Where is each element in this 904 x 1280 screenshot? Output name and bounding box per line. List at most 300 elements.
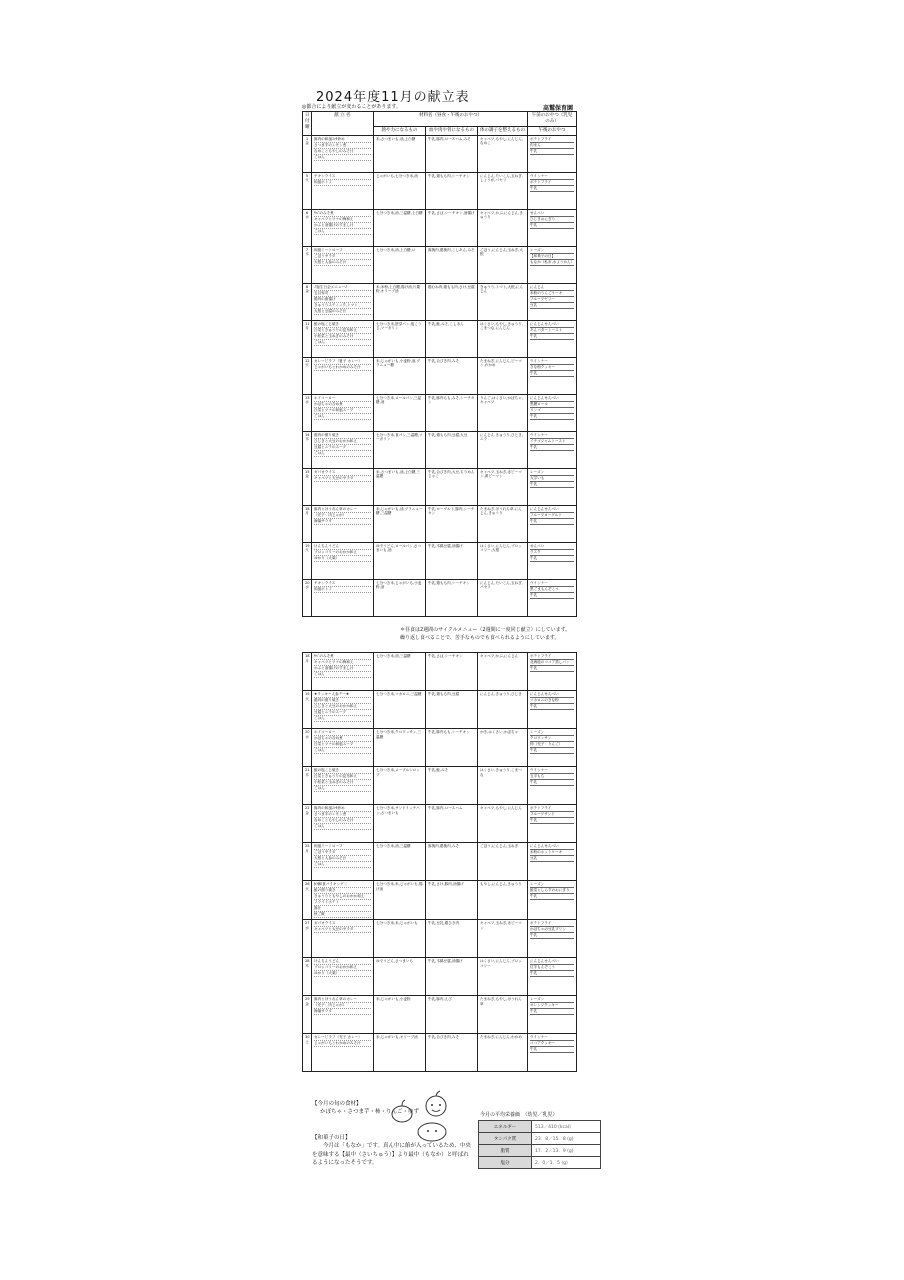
nutrition-row <box>479 1121 601 1133</box>
snack-item: ポテトフライ <box>530 806 574 812</box>
day-date: 21 木 <box>303 767 312 805</box>
menu-item: なめこともやしのみそ汁 <box>314 818 371 824</box>
menu-item: なめこともやしのみそ汁 <box>314 149 371 155</box>
morning-snack-header: 午前のおやつ（乳児のみ） <box>528 112 577 127</box>
snack-item: レーズン <box>530 470 574 476</box>
nutrition-table <box>478 1120 601 1169</box>
energy-foods: 七分つき米,サンドイッチパン,さつまいも <box>374 805 426 843</box>
snack-item: 牛乳 <box>530 334 574 340</box>
menu-item: ゆかり（大葉） <box>314 971 371 977</box>
menu-item: じゃがいもとわかめのみそ汁 <box>314 1041 371 1047</box>
energy-foods: 七分つき米,食パン,三温糖,マーガリン <box>374 431 426 468</box>
day-snacks <box>528 805 577 843</box>
menu-item: ブロッコリーのおかか和え <box>314 965 371 971</box>
snack-item: せんべい <box>530 211 574 217</box>
day-menu <box>312 805 374 843</box>
menu-item: ごはん <box>314 824 371 830</box>
energy-foods: 七分つき米,クロワッサン,三温糖 <box>374 729 426 767</box>
menu-item: ホイコーロー <box>314 396 371 402</box>
protein-foods: 牛乳,豚肉,ロースハム <box>426 805 478 843</box>
vitamin-foods: にんじん,たいこん,玉ねぎ,しょうが,パセリ <box>478 172 528 209</box>
snack-item: にんじんせんべい <box>530 844 574 850</box>
menu-item: 豚肉とほうれん草のカレー <box>314 507 371 513</box>
day-snacks <box>528 431 577 468</box>
wagashi-title: 【和菓子の日】 <box>312 1135 351 1141</box>
menu-item: 🍽和食バイキング🍴 <box>314 882 371 888</box>
nutrition-row <box>479 1157 601 1169</box>
snack-item: 牛乳 <box>530 933 574 939</box>
day-date: 27 水 <box>303 920 312 958</box>
vitamin-foods: かき,はくさい,かぼちゃ <box>478 729 528 767</box>
snack-item: ポテトフライ <box>530 921 574 927</box>
snack-item: ココアクッキー <box>530 1041 574 1047</box>
menu-item: 和風ポトフ <box>314 180 371 186</box>
menu-item: ★ラッキー人参デー★ <box>314 692 371 698</box>
day-row <box>303 843 577 881</box>
energy-foods: 米,さつまいも,油,上白糖,三温糖 <box>374 468 426 505</box>
menu-item: カレーピラフ（夏子 カレー） <box>314 359 371 365</box>
day-row <box>303 653 577 691</box>
snack-item: 柿（充子：りんご） <box>530 742 574 748</box>
day-menu <box>312 505 374 542</box>
menu-item: じゃがいもとわかめのみそ汁 <box>314 365 371 371</box>
nutrition-row <box>479 1145 601 1157</box>
menu-item: 小松菜と玉ねぎのみそ汁 <box>314 780 371 786</box>
day-menu <box>312 246 374 283</box>
menu-item: ごはん <box>314 414 371 420</box>
menu-item: フライドポテト <box>314 900 371 906</box>
day-snacks <box>528 172 577 209</box>
menu-item: 鮭の照り焼き <box>314 888 371 894</box>
day-date: 8 金 <box>303 283 312 320</box>
snack-item: 牛乳 <box>530 149 574 155</box>
snack-item: 牛乳 <box>530 666 574 672</box>
menu-item: チキンライス <box>314 581 371 587</box>
menu-item: 和風ミートローフ <box>314 844 371 850</box>
snack-item: レーズン <box>530 882 574 888</box>
menu-item: 海藻サラダ <box>314 1009 371 1015</box>
snack-item: 北海道のココア蒸しパン <box>530 660 574 666</box>
protein-foods: 牛乳,鶏もも肉,豆腐,大豆 <box>426 431 478 468</box>
day-snacks <box>528 579 577 616</box>
school-name: 高鷲保育園 <box>543 105 574 112</box>
menu-item: 小松菜と玉ねぎのみそ汁 <box>314 334 371 340</box>
snack-item: もなか（私市,水ようかん） <box>530 259 575 264</box>
day-row <box>303 767 577 805</box>
menu-item: ゆかり（大葉） <box>314 556 371 562</box>
snack-item: 牛乳 <box>530 556 574 562</box>
protein-foods: 豚挽肉,鶏挽肉,こしあん,みそ <box>426 246 478 283</box>
protein-foods: 牛乳,合びき肉,みそ <box>426 1034 478 1072</box>
snack-item: 牛乳 <box>530 414 574 420</box>
protein-foods: 牛乳,合びき肉,みそ <box>426 357 478 394</box>
materials-header: 材料名（昼食・午後のおやつ） <box>374 112 528 127</box>
day-snacks <box>528 505 577 542</box>
snack-item: 牛乳 <box>530 818 574 824</box>
day-date: 12 火 <box>303 357 312 394</box>
energy-foods: 米,じゃがいも,小麦粉,油,グラニュー糖 <box>374 357 426 394</box>
wagashi-section <box>312 1134 472 1167</box>
energy-foods: 七分つき米,胚芽パン,塩こうじ,マーガリン <box>374 320 426 357</box>
day-row <box>303 394 577 431</box>
day-row <box>303 691 577 729</box>
energy-foods: 七分つき米,メープルシロップ <box>374 767 426 805</box>
vitamin-foods: たまねぎ,にんじん,ピーマン,わかめ <box>478 357 528 394</box>
day-menu <box>312 209 374 246</box>
menu-item: けんちんうどん <box>314 544 371 550</box>
vitamin-foods: きゅうり,トマト,大根,にんじん <box>478 283 528 320</box>
protein-foods: 牛乳,合びき肉,大豆,ちりめんじゃこ <box>426 468 478 505</box>
energy-foods: じゃがいも,七分つき米,油 <box>374 172 426 209</box>
day-row <box>303 920 577 958</box>
energy-foods: 七分つき米,米,じゃがいも,揚げ油 <box>374 881 426 920</box>
menu-item: 豚肉の和風ｽﾏﾀ炒め <box>314 806 371 812</box>
day-snacks <box>528 843 577 881</box>
menu-item: ごはん <box>314 716 371 722</box>
protein-foods: 牛乳,鶏もも肉,シーチキン <box>426 579 478 616</box>
snack-item: ひじきおにぎり <box>530 217 574 223</box>
day-date: 19 火 <box>303 691 312 729</box>
day-menu <box>312 431 374 468</box>
day-row <box>303 135 577 172</box>
snack-item: ウインナー <box>530 581 574 587</box>
seasonal-items: かぼちゃ・さつま芋・柿・りんご・ゆず <box>320 1109 420 1116</box>
menu-item: ♪誕生日会メニュー♪ <box>314 285 371 291</box>
day-row <box>303 805 577 843</box>
day-menu <box>312 394 374 431</box>
menu-item: 海藻サラダ <box>314 519 371 525</box>
energy-foods: 七分つき米,油,三温糖 <box>374 843 426 881</box>
energy-foods: 七分つき米,油,三温糖,上白糖 <box>374 209 426 246</box>
snack-item: フルーツゼリー <box>530 297 574 303</box>
snack-item: にんじんせんべい <box>530 322 574 328</box>
day-menu <box>312 579 374 616</box>
day-row <box>303 320 577 357</box>
protein-foods: 牛乳,豚肉,えび <box>426 996 478 1034</box>
snack-item: ウインナー <box>530 174 574 180</box>
snack-item: 牛乳 <box>530 704 574 710</box>
menu-item: キャベツと大豆のサラダ <box>314 927 371 933</box>
vitamin-foods: キャベツ,かぶ,にんじん <box>478 653 528 691</box>
menu-item: 和風ミートローフ <box>314 248 371 254</box>
protein-foods: 豚挽肉,鶏挽肉,みそ <box>426 843 478 881</box>
snack-item: ラスク <box>530 550 574 556</box>
day-date: 26 火 <box>303 881 312 920</box>
day-menu <box>312 283 374 320</box>
menu-item: けんちんうどん <box>314 959 371 965</box>
day-row <box>303 283 577 320</box>
nutrition-value: 23．8／15．8 (g) <box>532 1133 601 1145</box>
wagashi-text: 今月は「もなか」です。真ん中に餡が入っているため、中央を意味する【最中（さいちゅう）】より最中（もなか）と呼ばれるようになったそうです。 <box>312 1143 471 1166</box>
vitamin-foods: キャベツ,玉ねぎ,赤ピーマン <box>478 920 528 958</box>
energy-foods: 七分つき米,マカロニ,三温糖 <box>374 691 426 729</box>
snack-item: ウインナー <box>530 433 574 439</box>
vitamin-foods: もやし,にんじん,きゅうり <box>478 881 528 920</box>
day-menu <box>312 881 374 920</box>
day-snacks <box>528 135 577 172</box>
vitamin-foods: はくさい,きゅうり,こまつな <box>478 767 528 805</box>
nutrition-row <box>479 1133 601 1145</box>
menu-item: 白菜ときゅうりの昆布和え <box>314 774 371 780</box>
snack-item: 牛乳 <box>530 894 574 900</box>
day-date: 29 金 <box>303 996 312 1034</box>
menu-item: ごはん <box>314 862 371 868</box>
day-date: 11 月 <box>303 320 312 357</box>
menu-item: キャベツとツナの梅和え <box>314 660 371 666</box>
snack-item: 黒糖ロール <box>530 402 574 408</box>
vitamin-foods: はくさい,にんじん,ブロッコリー <box>478 958 528 996</box>
menu-item: ごはん <box>314 229 371 235</box>
day-menu <box>312 958 374 996</box>
vitamin-foods: キャベツ,もやし,にんじん <box>478 805 528 843</box>
snack-item: レーズン <box>530 997 574 1003</box>
snack-item: 牛乳 <box>530 1009 574 1015</box>
snack-item: クロワッサン <box>530 736 574 742</box>
protein-foods: 牛乳,豆乳,鶏ひき肉 <box>426 920 478 958</box>
snack-item: レーズン <box>530 248 574 254</box>
day-date: 1 金 <box>303 135 312 172</box>
day-snacks <box>528 691 577 729</box>
snack-item: ポテトフライ <box>530 654 574 660</box>
nutrition-value: 513／410 (kcal) <box>532 1121 601 1133</box>
menu-item: （充子：肉じゃが） <box>314 1003 371 1009</box>
nutrition-value: 2．0／1．5 (g) <box>532 1157 601 1169</box>
snack-item: ウインナー <box>530 359 574 365</box>
snack-item: レーズン <box>530 730 574 736</box>
menu-item: キャベツと大豆のサラダ <box>314 476 371 482</box>
energy-foods: 七分つき米,じゃがいも,小麦粉,油 <box>374 579 426 616</box>
snack-item: かぼちゃの豆乳プリン <box>530 927 574 933</box>
snack-item: リンゴ <box>530 408 574 414</box>
day-snacks <box>528 357 577 394</box>
vitamin-foods: りんご,はくさい,かぼちゃ,キャベツ <box>478 394 528 431</box>
snack-item: 米粉のホットケーキ <box>530 850 574 856</box>
day-date: 18 月 <box>303 653 312 691</box>
menu-item: 五目寿司 <box>314 291 371 297</box>
menu-item: かぼちゃの含め煮 <box>314 402 371 408</box>
snack-item: にんじんせんべい <box>530 959 574 965</box>
menu-item: ごはん <box>314 340 371 346</box>
menu-item: かぶと油揚げのすまし汁 <box>314 666 371 672</box>
snack-item: 牛乳 <box>530 482 574 488</box>
day-menu <box>312 468 374 505</box>
menu-item: 大根と人参のみそ汁 <box>314 260 371 266</box>
energy-foods: 七分つき米,ロールパン,三温糖,油 <box>374 394 426 431</box>
protein-foods: 牛乳,さば,シーチキン,油揚げ <box>426 209 478 246</box>
day-date: 14 木 <box>303 431 312 468</box>
day-snacks <box>528 653 577 691</box>
nutrition-label: エネルギー <box>479 1121 532 1133</box>
day-row <box>303 1034 577 1072</box>
snack-item: きな粉クッキー <box>530 365 574 371</box>
day-date: 7 木 <box>303 246 312 283</box>
menu-header: 献 立 名 <box>312 112 374 136</box>
snack-item: せんべい <box>530 544 574 550</box>
day-menu <box>312 843 374 881</box>
vitamin-foods: たまねぎ,にんじん,わかめ <box>478 1034 528 1072</box>
day-row <box>303 357 577 394</box>
vitamin-foods: はくさい,にんじん,ブロッコリー,大根 <box>478 542 528 579</box>
day-row <box>303 431 577 468</box>
day-snacks <box>528 394 577 431</box>
vitamin-foods: キャベツ,かぶ,にんじん,きゅうり <box>478 209 528 246</box>
snack-item: 牛乳 <box>530 1047 574 1053</box>
day-date: 20 水 <box>303 729 312 767</box>
menu-item: ごはん <box>314 672 371 678</box>
vitamin-foods: にんじん,きゅうり,ひじき <box>478 691 528 729</box>
snack-item: 黒ごまもんぞこう <box>530 587 574 593</box>
snack-item: にんじんせんべい <box>530 396 574 402</box>
page-title: 2024年度11月の献立表 <box>316 90 470 105</box>
day-snacks <box>528 881 577 920</box>
day-snacks <box>528 767 577 805</box>
snack-item: 豆乳 <box>530 303 574 309</box>
menu-item: ごはん <box>314 451 371 457</box>
snack-item: 米粉のりんごケーキ <box>530 291 574 297</box>
protein-foods: 牛乳,木綿豆腐,油揚げ <box>426 542 478 579</box>
vitamin-foods: たまねぎ,ほうれん草,にんじん,きゅうり <box>478 505 528 542</box>
snack-item: イチゴジャムトースト <box>530 439 574 445</box>
menu-item: 白菜ときゅうりの昆布和え <box>314 328 371 334</box>
day-snacks <box>528 996 577 1034</box>
energy-foods: 七分つき米,米,じゃがいも <box>374 920 426 958</box>
vitamin-header: 体の調子を整えるもの <box>478 126 528 135</box>
menu-item: ごぼうサラダ <box>314 254 371 260</box>
menu-item: 鶏肉の唐揚げ <box>314 297 371 303</box>
menu-item: かぼちゃの含め煮 <box>314 736 371 742</box>
vitamin-foods: にんじん,きゅうり,ひじき,ニラ <box>478 431 528 468</box>
vitamin-foods: キャベツ,玉ねぎ,赤ピーマン,黄ピーマン <box>478 468 528 505</box>
day-row <box>303 172 577 209</box>
menu-item: 大根と豆腐のみそ汁 <box>314 309 371 315</box>
menu-item: きゅうりともやしのおかか和え <box>314 894 371 900</box>
snack-item: フルーツヨーグルト <box>530 513 574 519</box>
menu-table-bottom <box>302 652 577 1072</box>
energy-foods: 七分つき米,油,上白糖,ロ <box>374 246 426 283</box>
energy-foods: ゆでうどん,さつまいも <box>374 958 426 996</box>
menu-item: 鶏肉の照り焼き <box>314 698 371 704</box>
nutrition-label: 脂質 <box>479 1145 532 1157</box>
snack-item: フルーツサンド <box>530 812 574 818</box>
day-row <box>303 996 577 1034</box>
snack-item: 牛乳 <box>530 971 574 977</box>
day-date: 18 月 <box>303 505 312 542</box>
day-snacks <box>528 542 577 579</box>
day-menu <box>312 653 374 691</box>
menu-item: キャベツとツナの梅和え <box>314 217 371 223</box>
menu-item: ホイコーロー <box>314 730 371 736</box>
protein-foods: 鶏むね肉,鶏もも肉,さけ,豆腐 <box>426 283 478 320</box>
snack-item: 牛乳 <box>530 780 574 786</box>
protein-foods: 牛乳,豚肉もも,シーチキン <box>426 729 478 767</box>
snack-item: マカロニのきな粉 <box>530 698 574 704</box>
cycle-footnote: ＊昼食は2週間のサイクルメニュー（2週間に一度同じ献立）にしています。繰り返し食べることで、苦手なものでも食べられるようにしています。 <box>400 627 571 641</box>
energy-foods: 七分つき米,油,三温糖 <box>374 653 426 691</box>
day-menu <box>312 996 374 1034</box>
snack-item: にんじんせんべい <box>530 507 574 513</box>
snack-item: 肉まん <box>530 143 574 149</box>
snack-item: 五平もち <box>530 774 574 780</box>
energy-foods: 米,じゃがいも,小麦粉 <box>374 996 426 1034</box>
protein-foods: 牛乳,豚肉,ロースハム,みそ <box>426 135 478 172</box>
day-date: 20 水 <box>303 579 312 616</box>
snack-item: オレンジクッキー <box>530 1003 574 1009</box>
menu-item: ごはん <box>314 748 371 754</box>
snack-item: 【和菓子の日】 <box>530 254 574 260</box>
protein-header: 血や肉や骨になるもの <box>426 126 478 135</box>
date-header: 日付・曜 <box>303 112 312 136</box>
snack-item: にんじんせんべい <box>530 692 574 698</box>
day-menu <box>312 729 374 767</box>
menu-item: ひじきと大豆のおかか和え <box>314 704 371 710</box>
day-row <box>303 505 577 542</box>
day-snacks <box>528 1034 577 1072</box>
day-menu <box>312 920 374 958</box>
vitamin-foods: にんじん,たいこん,玉ねぎ,パセリ <box>478 579 528 616</box>
vitamin-foods: ごぼう,にんじん,玉ねぎ <box>478 843 528 881</box>
menu-item: 鮭の塩こじ焼き <box>314 322 371 328</box>
day-menu <box>312 172 374 209</box>
day-row <box>303 729 577 767</box>
menu-item: かぶと油揚げのすまし汁 <box>314 223 371 229</box>
energy-foods: 米,じゃがいも,オリーブ油 <box>374 1034 426 1072</box>
day-date: 25 月 <box>303 843 312 881</box>
day-snacks <box>528 958 577 996</box>
day-menu <box>312 357 374 394</box>
day-snacks <box>528 920 577 958</box>
menu-item: 白菜とツナの和風スープ <box>314 742 371 748</box>
day-menu <box>312 542 374 579</box>
snack-item: 豆乳 <box>530 856 574 862</box>
vitamin-foods: キャベツ,もやし,にんじん,なめこ <box>478 135 528 172</box>
energy-foods: ゆでうどん,ロールパン,さつまいも,油 <box>374 542 426 579</box>
protein-foods: 牛乳,鮭,みそ <box>426 767 478 805</box>
vitamin-foods: ごぼう,にんじん,玉ねぎ,大根 <box>478 246 528 283</box>
menu-item: ごはん <box>314 786 371 792</box>
day-snacks <box>528 246 577 283</box>
day-date: 15 金 <box>303 468 312 505</box>
day-date: 22 金 <box>303 805 312 843</box>
snack-item: 紅芋もんぞこう <box>530 965 574 971</box>
menu-item: 豆腐とニラのスープ <box>314 710 371 716</box>
menu-item: さつま芋のレモン煮 <box>314 143 371 149</box>
menu-item: ガパオライス <box>314 921 371 927</box>
snack-item: 牛乳 <box>530 519 574 525</box>
menu-item: 豆腐とニラのスープ <box>314 445 371 451</box>
menu-item: ごはん <box>314 155 371 161</box>
menu-table-top <box>302 111 577 617</box>
day-row <box>303 579 577 616</box>
snack-item: あんバタートースト <box>530 328 574 334</box>
snack-item: 牛乳 <box>530 223 574 229</box>
menu-item: ひじきと大豆のおかか和え <box>314 439 371 445</box>
menu-item: 豚汁 <box>314 906 371 912</box>
menu-item: ブロッコリーのおかか和え <box>314 550 371 556</box>
day-date: 19 火 <box>303 542 312 579</box>
day-menu <box>312 767 374 805</box>
day-row <box>303 246 577 283</box>
protein-foods: 牛乳,鶏もも肉,シーチキン <box>426 172 478 209</box>
snack-item: 鮭菜としらすのおにぎり <box>530 888 574 894</box>
day-date: 5 火 <box>303 172 312 209</box>
snack-item: ウインナー <box>530 1035 574 1041</box>
protein-foods: 牛乳,さば,シーチキン <box>426 653 478 691</box>
snack-item: 牛乳 <box>530 371 574 377</box>
energy-foods: 米,米粉,上白糖,揚げ油,片栗粉,オリーブ油 <box>374 283 426 320</box>
protein-foods: 牛乳,さけ,豚肉,油揚げ <box>426 881 478 920</box>
menu-item: ｻﾊﾞのみそ煮 <box>314 654 371 660</box>
nutrition-value: 17．2／13．9 (g) <box>532 1145 601 1157</box>
